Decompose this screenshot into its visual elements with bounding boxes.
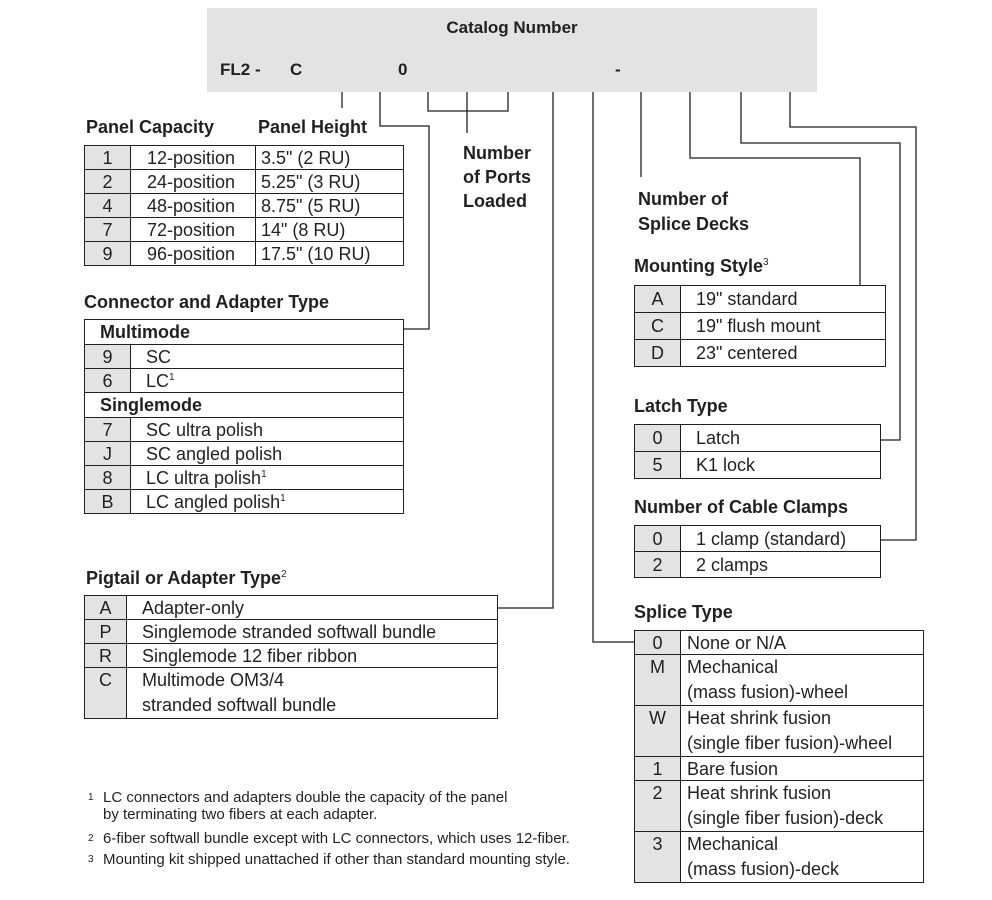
catalog-prefix: FL2 - [220, 60, 261, 79]
label-cell: Heat shrink fusion (single fiber fusion)-wheel [681, 706, 924, 757]
code-cell: W [635, 706, 681, 757]
label-cell: Heat shrink fusion (single fiber fusion)-deck [681, 781, 924, 832]
footnote-text: by terminating two fibers at each adapter. [103, 806, 378, 823]
splice-decks-line: Splice Decks [638, 214, 750, 234]
splice-table [634, 630, 924, 883]
code-cell: 9 [85, 242, 131, 266]
catalog-position-zero: 0 [398, 60, 408, 79]
code-cell: B [85, 490, 131, 514]
label-cell: 2 clamps [681, 552, 881, 578]
footnote-3 [88, 851, 618, 868]
table-row [85, 369, 404, 393]
label-cell: 19" standard [681, 286, 886, 313]
multimode-row [85, 320, 404, 345]
catalog-position-c: C [290, 60, 303, 79]
capacity-cell: 24-position [131, 170, 256, 194]
code-cell: A [85, 596, 127, 620]
table-row [85, 668, 498, 719]
footnote-1 [88, 789, 618, 823]
table-row [635, 832, 924, 883]
table-row [85, 620, 498, 644]
connector-type-title: Connector and Adapter Type [84, 292, 330, 312]
code-cell: 2 [635, 552, 681, 578]
singlemode-label: Singlemode [85, 393, 404, 418]
label-cell: None or N/A [681, 631, 924, 655]
ports-loaded-line: Loaded [463, 191, 528, 211]
label-cell: 19" flush mount [681, 313, 886, 340]
panel-height-title: Panel Height [258, 117, 368, 137]
code-cell: R [85, 644, 127, 668]
table-row [85, 345, 404, 369]
mounting-style-title: Mounting Style$^3$ [634, 256, 769, 276]
code-cell: 6 [85, 369, 131, 393]
connector-table [84, 319, 404, 514]
label-cell: Bare fusion [681, 757, 924, 781]
mounting-table [634, 285, 886, 367]
label-cell: SC [131, 345, 404, 369]
table-row [635, 631, 924, 655]
code-cell: 2 [635, 781, 681, 832]
ports-loaded-line: Number [463, 143, 532, 163]
code-cell: 7 [85, 218, 131, 242]
code-cell: 2 [85, 170, 131, 194]
table-row [85, 442, 404, 466]
table-row [85, 242, 404, 266]
label-cell: 1 clamp (standard) [681, 526, 881, 552]
label-cell: Mechanical (mass fusion)-deck [681, 832, 924, 883]
table-row [85, 644, 498, 668]
height-cell: 8.75" (5 RU) [256, 194, 404, 218]
table-row [85, 466, 404, 490]
code-cell: A [635, 286, 681, 313]
label-cell: SC ultra polish [131, 418, 404, 442]
label-cell: 23" centered [681, 340, 886, 367]
splice-type-title: Splice Type [634, 602, 733, 622]
cable-clamps-title: Number of Cable Clamps [634, 497, 849, 517]
clamps-table [634, 525, 881, 578]
table-row [635, 781, 924, 832]
table-row [85, 170, 404, 194]
table-row [635, 340, 886, 367]
table-row [635, 286, 886, 313]
label-cell: Singlemode 12 fiber ribbon [127, 644, 498, 668]
table-row [85, 194, 404, 218]
ports-loaded-line: of Ports [463, 167, 532, 187]
pigtail-title: Pigtail or Adapter Type$^2$ [86, 568, 287, 588]
capacity-cell: 96-position [131, 242, 256, 266]
table-row [635, 757, 924, 781]
table-row [635, 552, 881, 578]
label-cell: Latch [681, 425, 881, 452]
table-row [635, 425, 881, 452]
catalog-number-title: Catalog Number [446, 18, 578, 37]
code-cell: 4 [85, 194, 131, 218]
label-cell: Adapter-only [127, 596, 498, 620]
label-cell: Singlemode stranded softwall bundle [127, 620, 498, 644]
code-cell: M [635, 655, 681, 706]
code-cell: P [85, 620, 127, 644]
label-cell: SC angled polish [131, 442, 404, 466]
footnote-text: Mounting kit shipped unattached if other than standard mounting style. [103, 851, 570, 868]
code-cell: 8 [85, 466, 131, 490]
latch-type-title: Latch Type [634, 396, 728, 416]
code-cell: D [635, 340, 681, 367]
capacity-cell: 12-position [131, 146, 256, 170]
code-cell: C [635, 313, 681, 340]
footnote-number: 3 [88, 854, 94, 865]
capacity-cell: 72-position [131, 218, 256, 242]
footnote-text: 6-fiber softwall bundle except with LC connectors, which uses 12-fiber. [103, 830, 570, 847]
table-row [85, 418, 404, 442]
splice-decks-label [638, 187, 749, 237]
table-row [85, 218, 404, 242]
footnote-text: LC connectors and adapters double the capacity of the panel [103, 789, 508, 806]
singlemode-row [85, 393, 404, 418]
panel-capacity-title: Panel Capacity [86, 117, 215, 137]
footnote-2 [88, 830, 618, 847]
code-cell: 0 [635, 425, 681, 452]
table-row [635, 452, 881, 479]
height-cell: 14" (8 RU) [256, 218, 404, 242]
table-row [635, 706, 924, 757]
panel-table [84, 145, 404, 266]
footnote-number: 2 [88, 833, 94, 844]
height-cell: 3.5" (2 RU) [256, 146, 404, 170]
code-cell: 0 [635, 526, 681, 552]
capacity-cell: 48-position [131, 194, 256, 218]
multimode-label: Multimode [85, 320, 404, 345]
splice-decks-line: Number of [638, 189, 728, 209]
label-cell: K1 lock [681, 452, 881, 479]
code-cell: 1 [85, 146, 131, 170]
pigtail-table [84, 595, 498, 719]
catalog-dash: - [615, 60, 621, 79]
label-cell: $LC^1$ [131, 369, 404, 393]
label-cell: Mechanical (mass fusion)-wheel [681, 655, 924, 706]
ports-loaded-label [463, 141, 531, 213]
code-cell: 1 [635, 757, 681, 781]
table-row [85, 490, 404, 514]
code-cell: C [85, 668, 127, 719]
label-cell: Multimode OM3/4 stranded softwall bundle [127, 668, 498, 719]
label-cell: LC ultra polish$^1$ [131, 466, 404, 490]
footnote-number: 1 [88, 792, 94, 803]
table-row [635, 655, 924, 706]
height-cell: 5.25" (3 RU) [256, 170, 404, 194]
code-cell: J [85, 442, 131, 466]
code-cell: 0 [635, 631, 681, 655]
table-row [85, 596, 498, 620]
height-cell: 17.5" (10 RU) [256, 242, 404, 266]
label-cell: LC angled polish$^1$ [131, 490, 404, 514]
code-cell: 3 [635, 832, 681, 883]
table-row [85, 146, 404, 170]
code-cell: 5 [635, 452, 681, 479]
code-cell: 9 [85, 345, 131, 369]
latch-table [634, 424, 881, 479]
code-cell: 7 [85, 418, 131, 442]
table-row [635, 313, 886, 340]
table-row [635, 526, 881, 552]
